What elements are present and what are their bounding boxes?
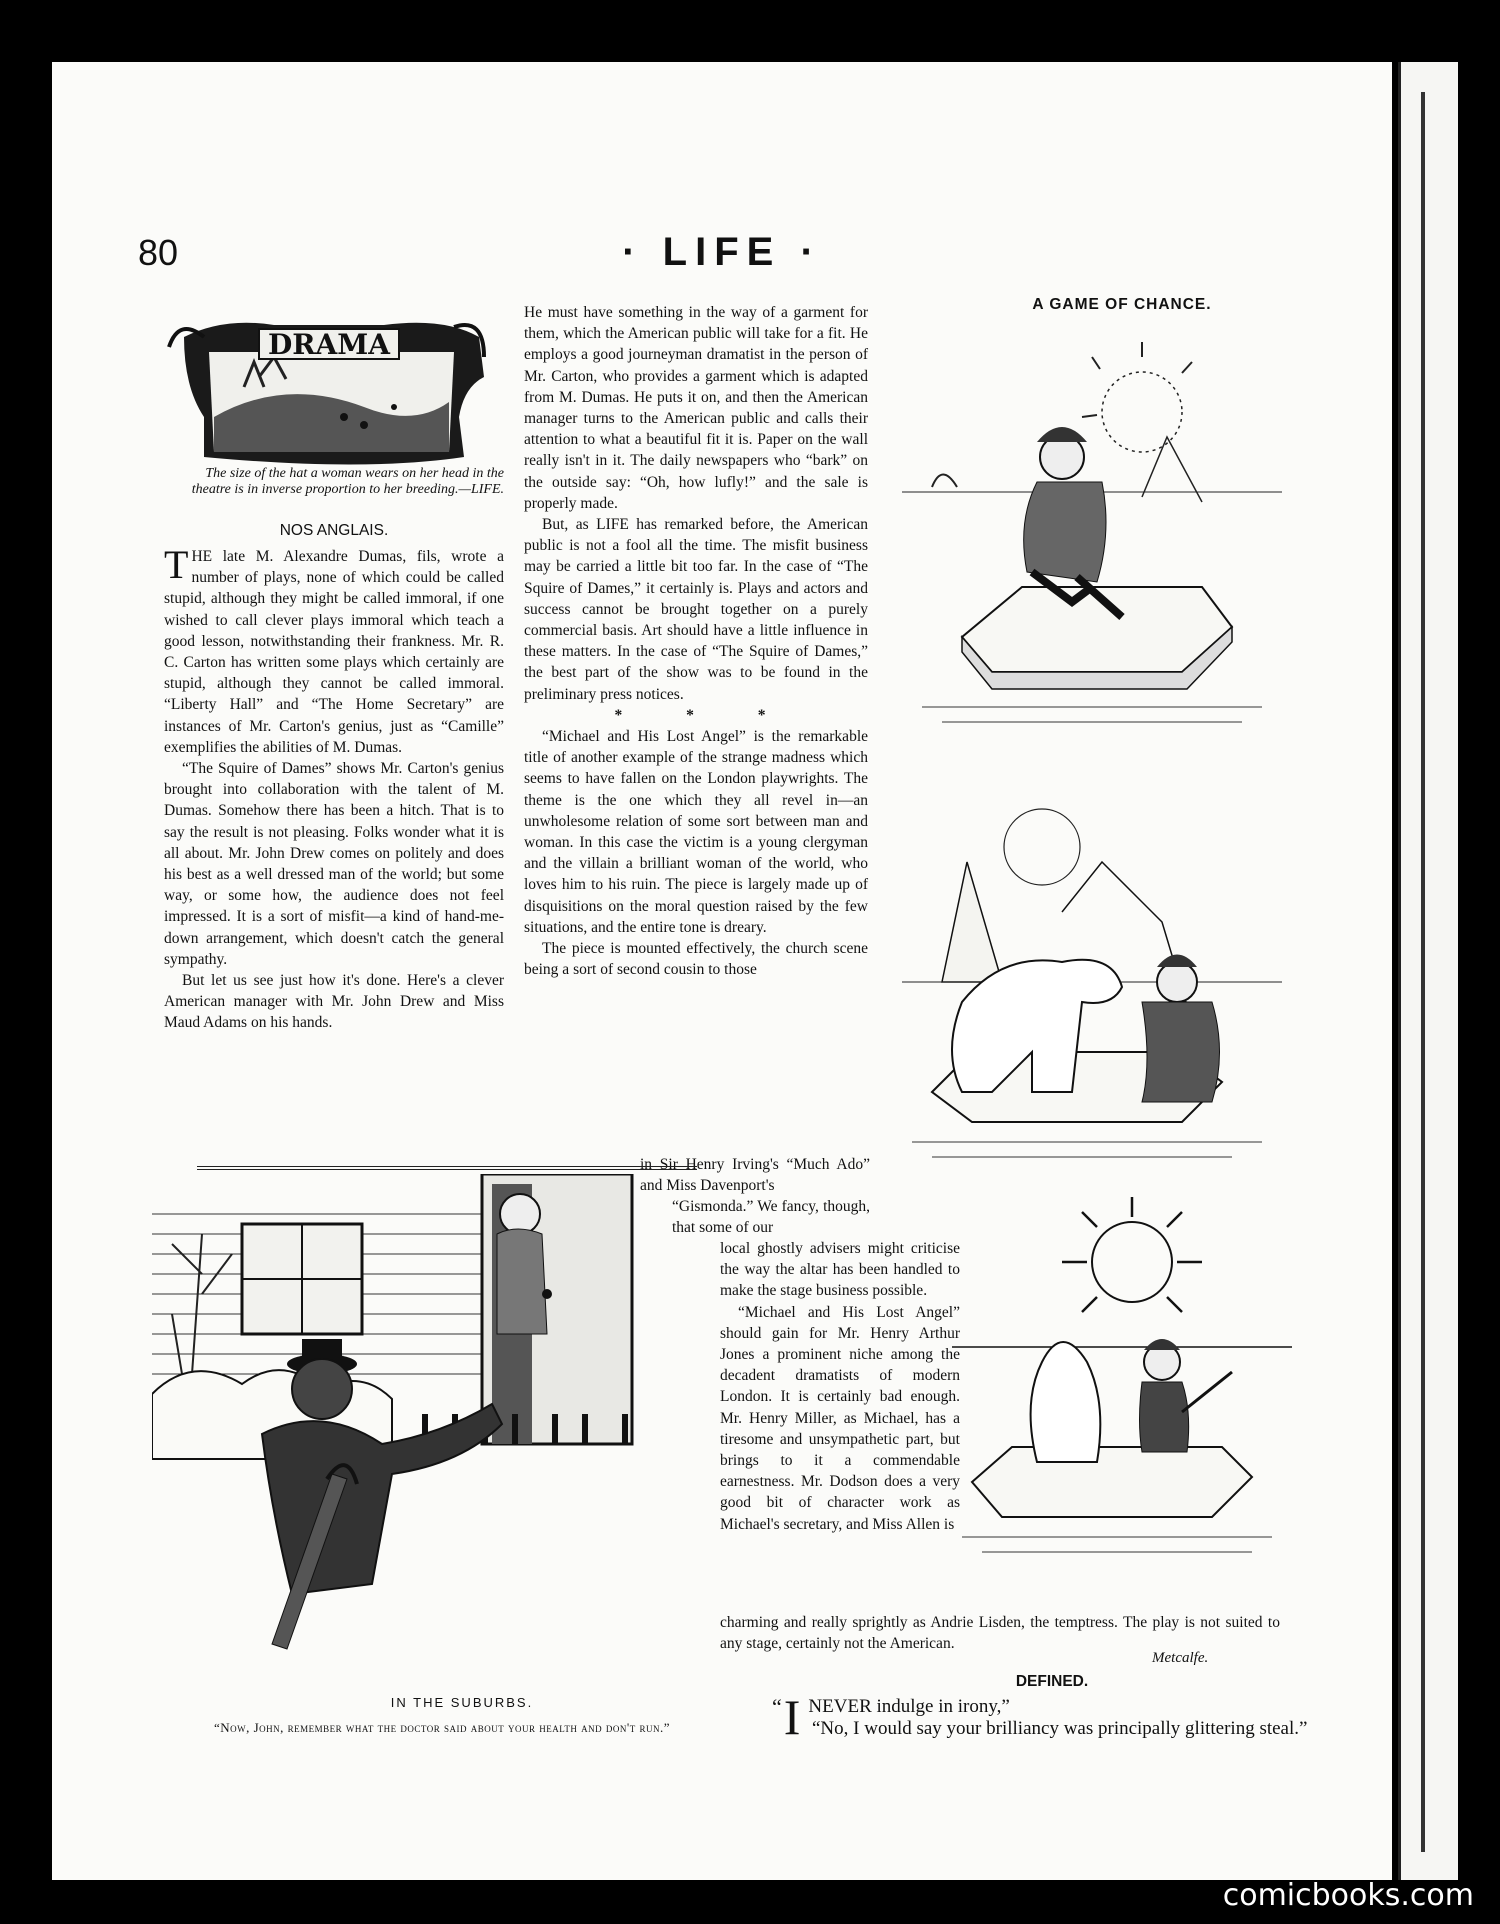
cartoon-panel-3-illustration — [952, 1192, 1292, 1572]
article-paragraph: But let us see just how it's done. Here's a clever American manager with Mr. John Drew and Miss Maud Adams on his hands. — [164, 972, 504, 1032]
divider-rule — [197, 1166, 697, 1170]
suburbs-cartoon-illustration — [152, 1174, 732, 1694]
drop-cap: T — [164, 542, 189, 587]
initial-letter: I — [783, 1689, 801, 1745]
article-title: NOS ANGLAIS. — [279, 522, 389, 539]
article-paragraph: But, as LIFE has remarked before, the American public is not a fool all the time. The misfit business may be carried a little bit too far. In the case of “The Squire of Dames,” it certainly is. Plays and actors and success cannot be brought together on a purely commercial basis. Art should have a little influence in these matters. In the case of “The Squire of Dames,” the best part of the show was to be found in the preliminary press notices. — [524, 516, 868, 703]
watermark: comicbooks.com — [1222, 1878, 1474, 1913]
open-quote: “ — [772, 1694, 782, 1719]
cartoon-title: A GAME OF CHANCE. — [1032, 296, 1212, 313]
page-number: 80 — [138, 232, 179, 273]
article-paragraph: He must have something in the way of a garment for them, which the American public will take for a fit. He employs a good journeyman dramatist in the person of Mr. Carton, who provides a garment which is adapted from M. Dumas. He puts it on, and then the American manager turns to the American public and calls their attention to what a beautiful fit it is. Paper on the wall really isn't in it. The daily newspapers who “bark” on the outside say: “Oh, how lufly!” and the sale is properly made. — [524, 304, 868, 512]
article-column-2 — [524, 302, 868, 981]
page-gutter — [1421, 92, 1425, 1852]
article-paragraph: “Michael and His Lost Angel” should gain for Mr. Henry Arthur Jones a prominent niche among the decadent dramatists of modern London. It is certainly bad enough. Mr. Henry Miller, as Michael, has a tiresome and unsympathetic part, but brings to it a commendable earnestness. Mr. Dodson does a very good bit of character work as Michael's secretary, and Miss Allen is — [720, 1303, 960, 1533]
section-separator: * * * — [614, 706, 796, 724]
defined-line-2: “No, I would say your brilliancy was principally glittering steal.” — [812, 1718, 1308, 1739]
article-paragraph-cont: “Gismonda.” We fancy, though, that some of our — [672, 1198, 870, 1237]
cartoon-caption-quote: “Now, John, remember what the doctor said about your health and don't run.” — [213, 1720, 671, 1735]
article-paragraph: “Michael and His Lost Angel” is the remarkable title of another example of the strange madness which seems to have fallen on the London playwrights. The theme is the one which they all revel in—an unwholesome relation of some sort between man and woman. In this case the victim is a young clergyman and the villain a brilliant woman of the world, who loves him to his ruin. The piece is largely made up of disquisitions on the moral question raised by the few situations, and the entire tone is dreary. — [524, 728, 868, 936]
masthead-title: · LIFE · — [622, 230, 822, 274]
defined-title: DEFINED. — [1015, 1673, 1089, 1690]
magazine-page — [52, 62, 1392, 1880]
drama-banner-illustration — [164, 307, 494, 477]
defined-line-1: NEVER indulge in irony,” — [808, 1696, 1010, 1717]
article-column-1 — [164, 542, 504, 1034]
article-closing — [720, 1612, 1280, 1654]
article-column-3 — [720, 1238, 960, 1535]
drama-banner-label: DRAMA — [268, 328, 390, 361]
article-paragraph-cont: in Sir Henry Irving's “Much Ado” and Miss Davenport's — [640, 1156, 870, 1195]
article-paragraph-cont: local ghostly advisers might criticise the way the altar has been handled to make the stage business possible. — [720, 1240, 960, 1300]
cartoon-panel-2-illustration — [902, 802, 1282, 1172]
article-paragraph: The piece is mounted effectively, the church scene being a sort of second cousin to those — [524, 940, 868, 979]
defined-joke — [772, 1689, 1312, 1745]
cartoon-caption-title: IN THE SUBURBS. — [390, 1695, 534, 1710]
article-paragraph: “The Squire of Dames” shows Mr. Carton's genius brought into collaboration with the talent of M. Dumas. Somehow there has been a hitch. That is to say the result is not pleasing. Folks wonder what it is all about. Mr. John Drew comes on politely and does his best as a well dressed man of the world; but some way, or some how, the audience does not feel impressed. It is a sort of misfit—a kind of hand-me-down arrangement, which doesn't catch the general sympathy. — [164, 760, 504, 968]
article-paragraph-cont: charming and really sprightly as Andrie Lisden, the temptress. The play is not suited to any stage, certainly not the American. — [720, 1614, 1280, 1653]
adjacent-page-edge — [1398, 62, 1458, 1880]
epigraph: The size of the hat a woman wears on her head in the theatre is in inverse proportion to her breeding.—LIFE. — [191, 466, 504, 497]
cartoon-panel-1-illustration — [902, 327, 1282, 747]
article-paragraph — [164, 542, 504, 758]
paragraph-text: HE late M. Alexandre Dumas, fils, wrote a number of plays, none of which could be called stupid, although they might be called immoral, if one wished to call clever plays immoral which teach a good lesson, notwithstanding their frankness. Mr. R. C. Carton has written some plays which certainly are stupid, although they cannot be called immoral. “Liberty Hall” and “The Home Secretary” are instances of Mr. Carton's genius, just as “Camille” exemplifies the abilities of M. Dumas. — [164, 548, 504, 756]
author-signature: Metcalfe. — [1152, 1650, 1209, 1666]
